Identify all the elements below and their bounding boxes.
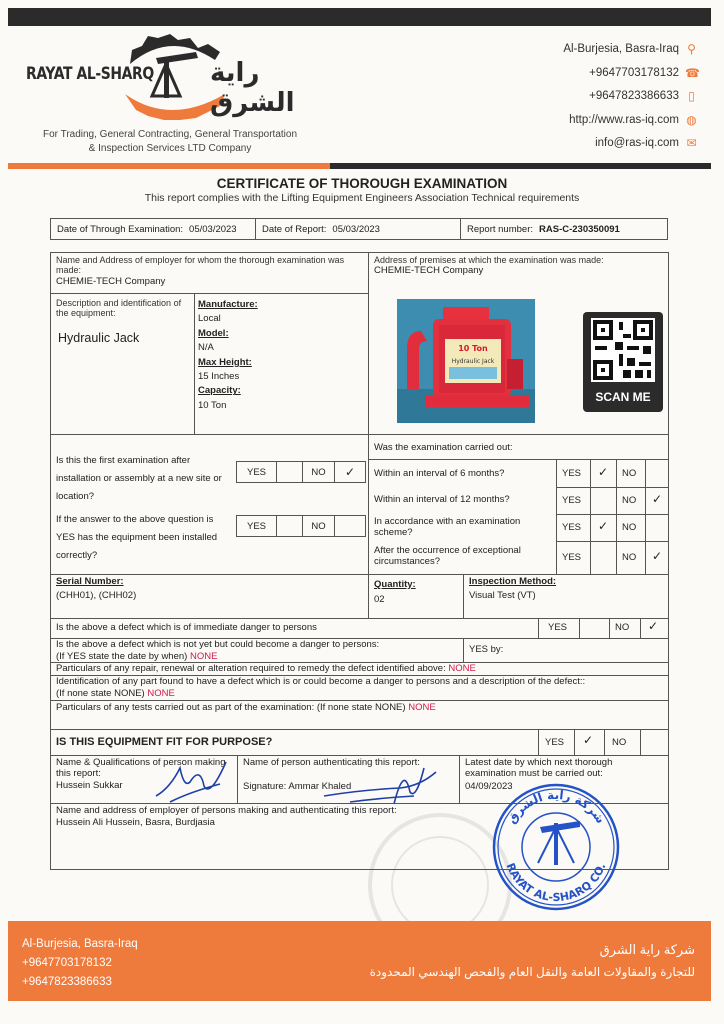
certificate-subtitle: This report complies with the Lifting Equipment Engineers Association Technical requirements [144,192,580,204]
footer-phone-1: +9647703178132 [22,957,112,969]
model-label: Model: [198,327,229,339]
divider [50,293,368,294]
date-bar [50,218,668,240]
footer-contacts [22,935,138,992]
interval-6-no[interactable]: NO [622,468,637,479]
repair-value: NONE [448,663,476,674]
premises-label: Address of premises at which the examination was made: [374,255,604,265]
logo-arabic-text: راية الشرق [210,58,295,118]
exceptional-label: After the occurrence of exceptional circumstances? [374,545,521,567]
interval-6-label: Within an interval of 6 months? [374,468,505,479]
scheme-label: In accordance with an examination scheme? [374,516,521,538]
fit-question: IS THIS EQUIPMENT FIT FOR PURPOSE? [56,736,273,748]
danger-question: Is the above a defect which is of immediate danger to persons [56,622,317,633]
installed-question: If the answer to the above question is YES has the equipment been installed correctly? [56,514,218,561]
carried-out-label: Was the examination carried out: [374,442,513,453]
footer-phone-2: +9647823386633 [22,976,112,988]
equipment-name: Hydraulic Jack [58,331,140,345]
divider [459,755,460,803]
divider [368,574,369,618]
premises-value: CHEMIE-TECH Company [374,265,484,276]
stamp-english-text: RAYAT AL-SHARQ CO. [503,861,609,905]
tests-label: Particulars of any tests carried out as part of the examination: (If none state NONE) [56,702,406,713]
signature-hussein-icon [150,758,232,806]
location-icon: ⚲ [687,42,696,57]
equipment-desc-label: Description and identification of the equipment: [56,298,182,318]
signature-ammar-icon [320,762,440,808]
divider [50,618,669,619]
authenticating-label: Name of person authenticating this report: [243,757,420,768]
installed-choice [236,515,366,537]
person-label: Name & Qualifications of person making this report: [56,757,226,779]
fit-yes-tick[interactable]: ✓ [583,733,594,747]
stamp-arabic-text: شركة راية الشرق [504,787,608,827]
repair-label: Particulars of any repair, renewal or alteration required to remedy the defect identified above: [56,663,446,674]
future-danger-value: NONE [189,651,218,662]
email-icon: ✉ [686,136,697,151]
employer-persons-value: Hussein Ali Hussein, Basra, Burdjasia [56,817,215,828]
report-date-cell [256,219,461,239]
interval-12-label: Within an interval of 12 months? [374,494,510,505]
authenticating-signature: Signature: Ammar Khaled [243,781,352,792]
max-height-value: 15 Inches [198,371,240,383]
divider [590,459,591,574]
installed-no-box[interactable] [335,516,365,536]
future-danger-question [56,639,379,663]
equipment-specs [198,298,258,413]
first-exam-no-tick[interactable]: ✓ [344,465,356,479]
report-number-value: RAS-C-230350091 [539,223,620,235]
svg-text:شركة راية الشرق [504,788,607,826]
interval-12-no-tick[interactable]: ✓ [652,492,663,506]
company-logo [20,34,330,122]
divider [237,755,238,803]
interval-12-no[interactable]: NO [622,495,637,506]
certificate-title: CERTIFICATE OF THOROUGH EXAMINATION [216,176,508,191]
divider [645,459,646,574]
qr-code[interactable] [583,312,663,412]
next-exam-label: Latest date by which next thorough examination must be carried out: [465,757,613,779]
quantity-label: Quantity: [374,579,416,590]
divider [463,638,464,662]
identification-line-2: (If none state NONE) [56,688,145,699]
divider [50,729,669,730]
serial-label: Serial Number: [56,576,124,587]
installed-no[interactable]: NO [303,516,335,536]
contact-phone-text: +9647703178132 [589,66,679,79]
jack-label-mid: Hydraulic Jack [451,358,495,365]
divider [50,755,669,756]
footer-address: Al-Burjesia, Basra-Iraq [22,938,138,950]
header-top-bar [8,8,711,26]
phone-icon: ☎ [685,65,700,80]
identification-value: NONE [147,688,175,699]
exam-date-value: 05/03/2023 [189,223,237,235]
tagline-line-2: & Inspection Services LTD Company [88,143,252,154]
footer-bar [8,921,711,1001]
manufacture-label: Manufacture: [198,299,258,310]
scan-me-label: SCAN ME [595,390,651,404]
identification-line-2-row [56,688,585,700]
header-separator-dark [330,163,711,169]
employer-persons-label: Name and address of employer of persons making and authenticating this report: [56,805,397,816]
first-exam-yes[interactable]: YES [237,462,277,482]
method-label: Inspection Method: [469,576,557,587]
contact-website-text[interactable]: http://www.ras-iq.com [569,113,679,126]
qr-code-pattern [591,318,655,382]
report-date-label: Date of Report: [262,223,327,235]
contact-mobile-text: +9647823386633 [589,90,679,102]
future-danger-line-2: (If YES state the date by when) [56,651,188,662]
divider [616,459,617,574]
contact-email-text[interactable]: info@ras-iq.com [595,137,679,149]
contact-address [563,38,698,62]
first-exam-yes-box[interactable] [277,462,303,482]
divider [368,459,669,460]
danger-no-tick[interactable]: ✓ [648,619,659,633]
employer-value: CHEMIE-TECH Company [56,276,166,287]
footer-arabic [370,939,695,983]
identification-line-1: Identification of any part found to have a defect which is or could become a danger to persons and a description of the defect:: [56,676,586,687]
future-danger-line-1: Is the above a defect which is not yet but could become a danger to persons: [56,639,380,650]
report-date-value: 05/03/2023 [332,223,380,235]
header-contacts [563,38,698,156]
hydraulic-jack-image [397,299,535,423]
logo-english-text: RAYAT AL-SHARQ [26,64,154,84]
scheme-no[interactable]: NO [622,522,637,533]
divider [640,618,641,638]
scheme-yes-tick[interactable]: ✓ [598,519,609,533]
divider [640,729,641,755]
capacity-value: 10 Ton [198,399,227,411]
danger-no[interactable]: NO [615,622,630,633]
divider [538,618,539,638]
company-stamp [490,783,622,911]
employer-label: Name and Address of employer for whom the thorough examination was made: [56,255,345,275]
model-value: N/A [198,342,214,354]
first-exam-question: Is this the first examination after installation or assembly at a new site or location? [56,455,222,502]
exam-date-label: Date of Through Examination: [57,223,184,235]
capacity-label: Capacity: [198,385,241,397]
jack-label-top: 10 Ton [458,344,488,353]
tests-row [56,702,436,713]
exceptional-no-tick[interactable]: ✓ [652,549,663,563]
company-tagline [20,128,320,156]
equipment-photo [397,299,535,423]
exceptional-no[interactable]: NO [622,552,637,563]
report-number-cell [461,219,667,239]
installed-yes-box[interactable] [277,516,303,536]
divider [579,618,580,638]
first-exam-choice [236,461,366,483]
divider [368,252,369,434]
divider [556,487,669,488]
interval-12-yes[interactable]: YES [562,495,582,506]
interval-6-yes[interactable]: YES [562,468,582,479]
divider [556,514,669,515]
max-height-label: Max Height: [198,356,252,368]
yes-by-label: YES by: [469,644,504,655]
divider [50,700,669,701]
divider [574,729,575,755]
contact-mobile [563,85,698,109]
first-exam-no[interactable]: NO [303,462,335,482]
divider [463,574,464,618]
divider [368,434,369,574]
tagline-line-1: For Trading, General Contracting, General Transportation [42,129,298,140]
report-number-label: Report number: [467,223,534,235]
installed-yes[interactable]: YES [237,516,277,536]
contact-website[interactable] [563,109,698,133]
contact-email[interactable] [563,132,698,156]
mobile-icon: ▯ [688,89,695,104]
identification-question [56,676,585,700]
interval-6-yes-tick[interactable]: ✓ [598,465,609,479]
repair-row [56,663,476,674]
serial-value: (CHH01), (CHH02) [56,590,137,601]
divider [556,541,669,542]
divider [609,618,610,638]
exam-date-cell [51,219,256,239]
quantity-value: 02 [374,594,385,605]
scheme-yes[interactable]: YES [562,522,582,533]
qr-icon [591,318,655,382]
fit-yes[interactable]: YES [545,737,565,748]
divider [194,293,195,434]
method-value: Visual Test (VT) [469,590,536,601]
divider [50,574,669,575]
person-value: Hussein Sukkar [56,780,123,791]
divider [604,729,605,755]
divider [538,729,539,755]
contact-phone [563,62,698,86]
footer-arabic-line-1: شركة راية الشرق [599,942,695,957]
fit-no[interactable]: NO [612,737,627,748]
divider [50,434,669,435]
footer-arabic-line-2: للتجارة والمقاولات العامة والنقل العام والفحص الهندسي المحدودة [369,965,695,979]
web-icon: ◍ [686,112,697,127]
divider [556,459,557,574]
exceptional-yes[interactable]: YES [562,552,582,563]
tests-value: NONE [408,702,436,713]
manufacture-value: Local [198,313,221,325]
next-exam-value: 04/09/2023 [465,781,513,792]
danger-yes[interactable]: YES [548,622,568,633]
contact-address-text: Al-Burjesia, Basra-Iraq [563,43,679,55]
